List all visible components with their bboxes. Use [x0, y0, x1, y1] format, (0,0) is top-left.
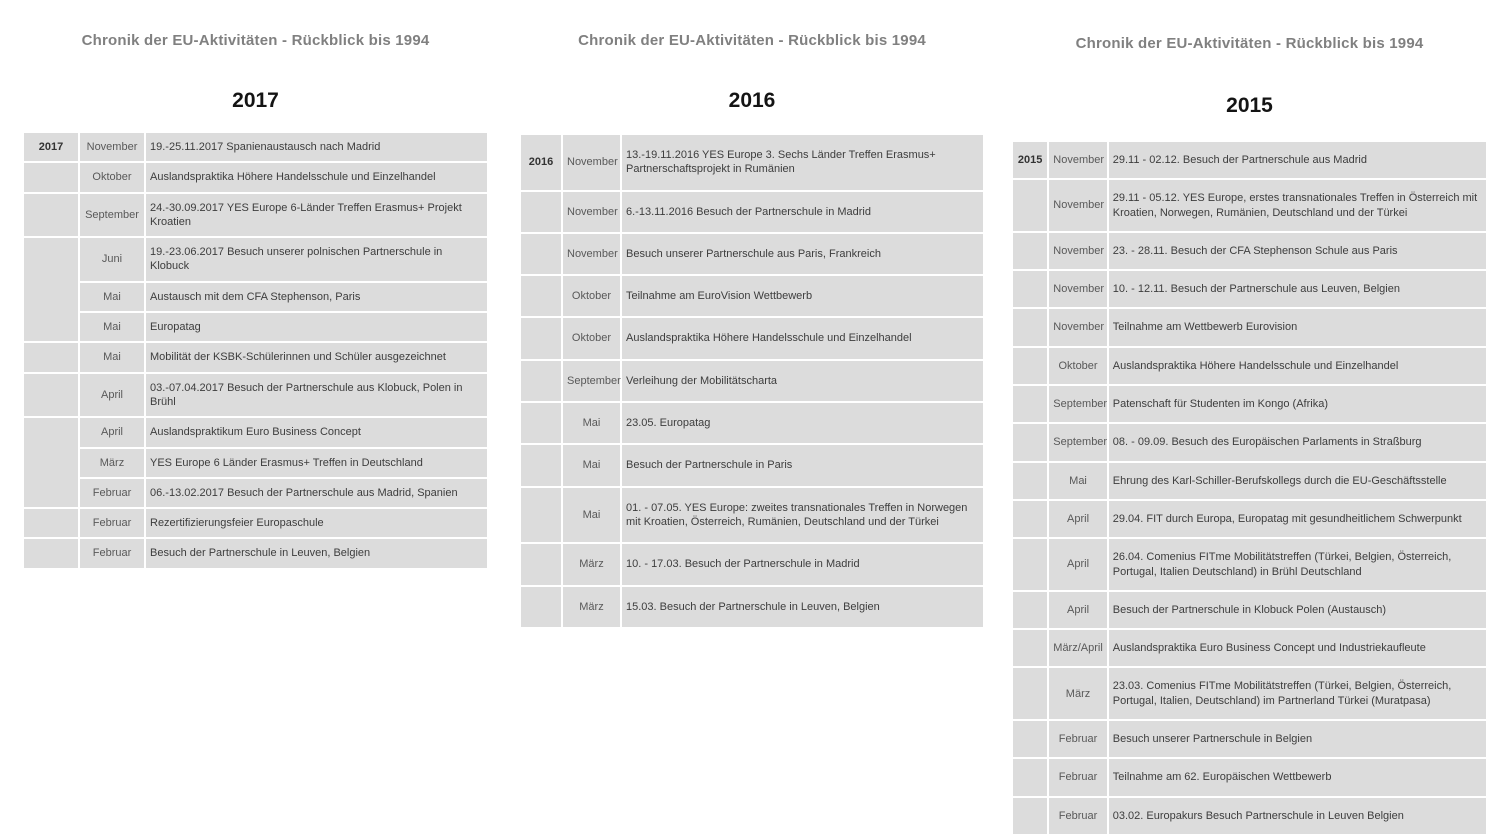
month-cell: November — [1049, 180, 1106, 231]
month-cell: September — [80, 194, 144, 237]
event-description-cell: 01. - 07.05. YES Europe: zweites transnationales Treffen in Norwegen mit Kroatien, Österreich, Rumänien, Deutschland und der Türkei — [622, 488, 983, 543]
chronicle-title: Chronik der EU-Aktivitäten - Rückblick bis 1994 — [81, 32, 430, 49]
year-cell — [24, 194, 78, 237]
month-cell: November — [1049, 271, 1106, 307]
month-cell: April — [80, 418, 144, 446]
month-cell: September — [563, 361, 620, 401]
event-description-cell: YES Europe 6 Länder Erasmus+ Treffen in Deutschland — [146, 449, 487, 477]
event-description-cell: 29.11 - 05.12. YES Europe, erstes transnationales Treffen in Österreich mit Kroatien, Norwegen, Rumänien, Deutschland und der Türkei — [1109, 180, 1486, 231]
event-row — [1013, 721, 1486, 757]
month-cell: Mai — [1049, 463, 1106, 499]
chronicle-column-2016 — [519, 0, 985, 629]
month-cell: April — [1049, 592, 1106, 628]
month-cell: Februar — [80, 509, 144, 537]
event-row — [521, 234, 983, 274]
event-description-cell: Verleihung der Mobilitätscharta — [622, 361, 983, 401]
events-table-2016 — [519, 133, 985, 629]
events-table-2017 — [22, 131, 489, 570]
year-cell — [24, 163, 78, 191]
year-cell — [24, 238, 78, 341]
month-cell: Februar — [1049, 721, 1106, 757]
year-cell — [1013, 309, 1047, 345]
event-description-cell: 19.-25.11.2017 Spanienaustausch nach Madrid — [146, 133, 487, 161]
year-cell — [521, 361, 561, 401]
event-description-cell: 13.-19.11.2016 YES Europe 3. Sechs Länder Treffen Erasmus+ Partnerschaftsprojekt in Rumänien — [622, 135, 983, 190]
event-row — [521, 445, 983, 485]
event-row — [1013, 463, 1486, 499]
event-row — [1013, 668, 1486, 719]
event-description-cell: Besuch der Partnerschule in Paris — [622, 445, 983, 485]
event-description-cell: Auslandspraktika Höhere Handelsschule und Einzelhandel — [146, 163, 487, 191]
month-cell: März — [80, 449, 144, 477]
year-cell — [1013, 233, 1047, 269]
event-description-cell: 03.-07.04.2017 Besuch der Partnerschule aus Klobuck, Polen in Brühl — [146, 374, 487, 417]
event-row — [24, 343, 487, 371]
event-row — [1013, 386, 1486, 422]
event-description-cell: 26.04. Comenius FITme Mobilitätstreffen (Türkei, Belgien, Österreich, Portugal, Italien Deutschland) in Brühl Deutschland — [1109, 539, 1486, 590]
month-cell: April — [1049, 501, 1106, 537]
event-row — [24, 479, 487, 507]
event-description-cell: Teilnahme am 62. Europäischen Wettbewerb — [1109, 759, 1486, 795]
month-cell: März/April — [1049, 630, 1106, 666]
chronicle-title: Chronik der EU-Aktivitäten - Rückblick bis 1994 — [1075, 35, 1424, 52]
year-cell — [1013, 798, 1047, 834]
month-cell: Februar — [1049, 798, 1106, 834]
event-description-cell: 29.04. FIT durch Europa, Europatag mit gesundheitlichem Schwerpunkt — [1109, 501, 1486, 537]
event-row — [1013, 424, 1486, 460]
event-description-cell: Mobilität der KSBK-Schülerinnen und Schüler ausgezeichnet — [146, 343, 487, 371]
month-cell: November — [80, 133, 144, 161]
year-cell — [24, 343, 78, 371]
event-description-cell: Auslandspraktika Euro Business Concept und Industriekaufleute — [1109, 630, 1486, 666]
month-cell: November — [563, 234, 620, 274]
event-row — [24, 133, 487, 161]
month-cell: Oktober — [1049, 348, 1106, 384]
year-cell — [521, 587, 561, 627]
year-cell — [1013, 759, 1047, 795]
event-row — [1013, 592, 1486, 628]
event-row — [1013, 630, 1486, 666]
year-cell: 2017 — [24, 133, 78, 161]
month-cell: November — [1049, 233, 1106, 269]
event-description-cell: 03.02. Europakurs Besuch Partnerschule in Leuven Belgien — [1109, 798, 1486, 834]
event-description-cell: 19.-23.06.2017 Besuch unserer polnischen Partnerschule in Klobuck — [146, 238, 487, 281]
year-cell — [521, 544, 561, 584]
month-cell: Oktober — [563, 318, 620, 358]
year-cell — [521, 234, 561, 274]
event-description-cell: Patenschaft für Studenten im Kongo (Afrika) — [1109, 386, 1486, 422]
event-description-cell: Teilnahme am EuroVision Wettbewerb — [622, 276, 983, 316]
month-cell: Mai — [80, 343, 144, 371]
event-row — [1013, 142, 1486, 178]
event-description-cell: 10. - 17.03. Besuch der Partnerschule in Madrid — [622, 544, 983, 584]
event-description-cell: 06.-13.02.2017 Besuch der Partnerschule aus Madrid, Spanien — [146, 479, 487, 507]
event-description-cell: 23.05. Europatag — [622, 403, 983, 443]
year-cell — [1013, 386, 1047, 422]
event-description-cell: Besuch der Partnerschule in Klobuck Polen (Austausch) — [1109, 592, 1486, 628]
event-row — [24, 449, 487, 477]
month-cell: Februar — [80, 479, 144, 507]
event-description-cell: 10. - 12.11. Besuch der Partnerschule aus Leuven, Belgien — [1109, 271, 1486, 307]
month-cell: Februar — [1049, 759, 1106, 795]
year-cell — [1013, 501, 1047, 537]
event-row — [24, 418, 487, 446]
year-cell — [1013, 630, 1047, 666]
year-cell — [1013, 721, 1047, 757]
year-heading-2017: 2017 — [232, 89, 279, 112]
year-cell: 2016 — [521, 135, 561, 190]
event-description-cell: Auslandspraktika Höhere Handelsschule und Einzelhandel — [622, 318, 983, 358]
event-row — [1013, 539, 1486, 590]
year-cell — [521, 318, 561, 358]
events-table-2015 — [1011, 140, 1488, 836]
month-cell: Mai — [563, 403, 620, 443]
event-row — [521, 587, 983, 627]
year-heading-2015: 2015 — [1226, 94, 1273, 117]
month-cell: November — [563, 135, 620, 190]
month-cell: April — [80, 374, 144, 417]
month-cell: November — [563, 192, 620, 232]
event-description-cell: Auslandspraktika Höhere Handelsschule und Einzelhandel — [1109, 348, 1486, 384]
year-cell — [24, 418, 78, 507]
event-description-cell: Ehrung des Karl-Schiller-Berufskollegs durch die EU-Geschäftsstelle — [1109, 463, 1486, 499]
month-cell: September — [1049, 424, 1106, 460]
event-row — [521, 361, 983, 401]
year-cell — [521, 192, 561, 232]
year-cell — [1013, 180, 1047, 231]
event-row — [24, 194, 487, 237]
event-description-cell: Austausch mit dem CFA Stephenson, Paris — [146, 283, 487, 311]
month-cell: März — [563, 544, 620, 584]
event-row — [1013, 233, 1486, 269]
year-cell: 2015 — [1013, 142, 1047, 178]
event-description-cell: 24.-30.09.2017 YES Europe 6-Länder Treffen Erasmus+ Projekt Kroatien — [146, 194, 487, 237]
month-cell: November — [1049, 309, 1106, 345]
chronicle-title: Chronik der EU-Aktivitäten - Rückblick bis 1994 — [578, 32, 926, 49]
year-cell — [521, 276, 561, 316]
month-cell: Mai — [563, 445, 620, 485]
month-cell: Mai — [80, 313, 144, 341]
event-row — [1013, 798, 1486, 834]
event-row — [1013, 759, 1486, 795]
month-cell: November — [1049, 142, 1106, 178]
event-description-cell: Europatag — [146, 313, 487, 341]
event-description-cell: 6.-13.11.2016 Besuch der Partnerschule in Madrid — [622, 192, 983, 232]
year-cell — [24, 374, 78, 417]
event-description-cell: 23.03. Comenius FITme Mobilitätstreffen (Türkei, Belgien, Österreich, Portugal, Italien, Deutschland) im Partnerland Türkei (Muratpasa) — [1109, 668, 1486, 719]
year-cell — [1013, 424, 1047, 460]
event-row — [24, 374, 487, 417]
month-cell: März — [563, 587, 620, 627]
year-cell — [1013, 592, 1047, 628]
year-cell — [24, 509, 78, 537]
month-cell: April — [1049, 539, 1106, 590]
event-row — [24, 163, 487, 191]
event-row — [521, 318, 983, 358]
year-cell — [1013, 271, 1047, 307]
event-row — [521, 276, 983, 316]
month-cell: Mai — [563, 488, 620, 543]
event-description-cell: Besuch der Partnerschule in Leuven, Belgien — [146, 539, 487, 567]
event-row — [1013, 271, 1486, 307]
event-description-cell: 23. - 28.11. Besuch der CFA Stephenson Schule aus Paris — [1109, 233, 1486, 269]
event-row — [24, 283, 487, 311]
month-cell: Oktober — [80, 163, 144, 191]
month-cell: Juni — [80, 238, 144, 281]
event-description-cell: Auslandspraktikum Euro Business Concept — [146, 418, 487, 446]
year-cell — [1013, 463, 1047, 499]
event-row — [521, 192, 983, 232]
event-description-cell: 29.11 - 02.12. Besuch der Partnerschule aus Madrid — [1109, 142, 1486, 178]
month-cell: Oktober — [563, 276, 620, 316]
event-row — [24, 539, 487, 567]
year-cell — [1013, 539, 1047, 590]
event-row — [521, 544, 983, 584]
year-cell — [521, 403, 561, 443]
event-row — [1013, 501, 1486, 537]
event-description-cell: Rezertifizierungsfeier Europaschule — [146, 509, 487, 537]
event-row — [24, 509, 487, 537]
event-description-cell: Besuch unserer Partnerschule in Belgien — [1109, 721, 1486, 757]
month-cell: Februar — [80, 539, 144, 567]
event-description-cell: 08. - 09.09. Besuch des Europäischen Parlaments in Straßburg — [1109, 424, 1486, 460]
event-row — [24, 313, 487, 341]
event-description-cell: Besuch unserer Partnerschule aus Paris, Frankreich — [622, 234, 983, 274]
year-cell — [24, 539, 78, 567]
month-cell: Mai — [80, 283, 144, 311]
year-cell — [521, 488, 561, 543]
event-row — [1013, 309, 1486, 345]
event-description-cell: 15.03. Besuch der Partnerschule in Leuven, Belgien — [622, 587, 983, 627]
event-row — [1013, 348, 1486, 384]
chronicle-column-2017 — [22, 0, 489, 570]
event-row — [24, 238, 487, 281]
chronicle-column-2015 — [1011, 0, 1488, 836]
event-row — [1013, 180, 1486, 231]
year-cell — [1013, 348, 1047, 384]
event-row — [521, 135, 983, 190]
year-cell — [521, 445, 561, 485]
event-row — [521, 488, 983, 543]
month-cell: September — [1049, 386, 1106, 422]
event-row — [521, 403, 983, 443]
year-heading-2016: 2016 — [728, 89, 776, 112]
event-description-cell: Teilnahme am Wettbewerb Eurovision — [1109, 309, 1486, 345]
month-cell: März — [1049, 668, 1106, 719]
year-cell — [1013, 668, 1047, 719]
